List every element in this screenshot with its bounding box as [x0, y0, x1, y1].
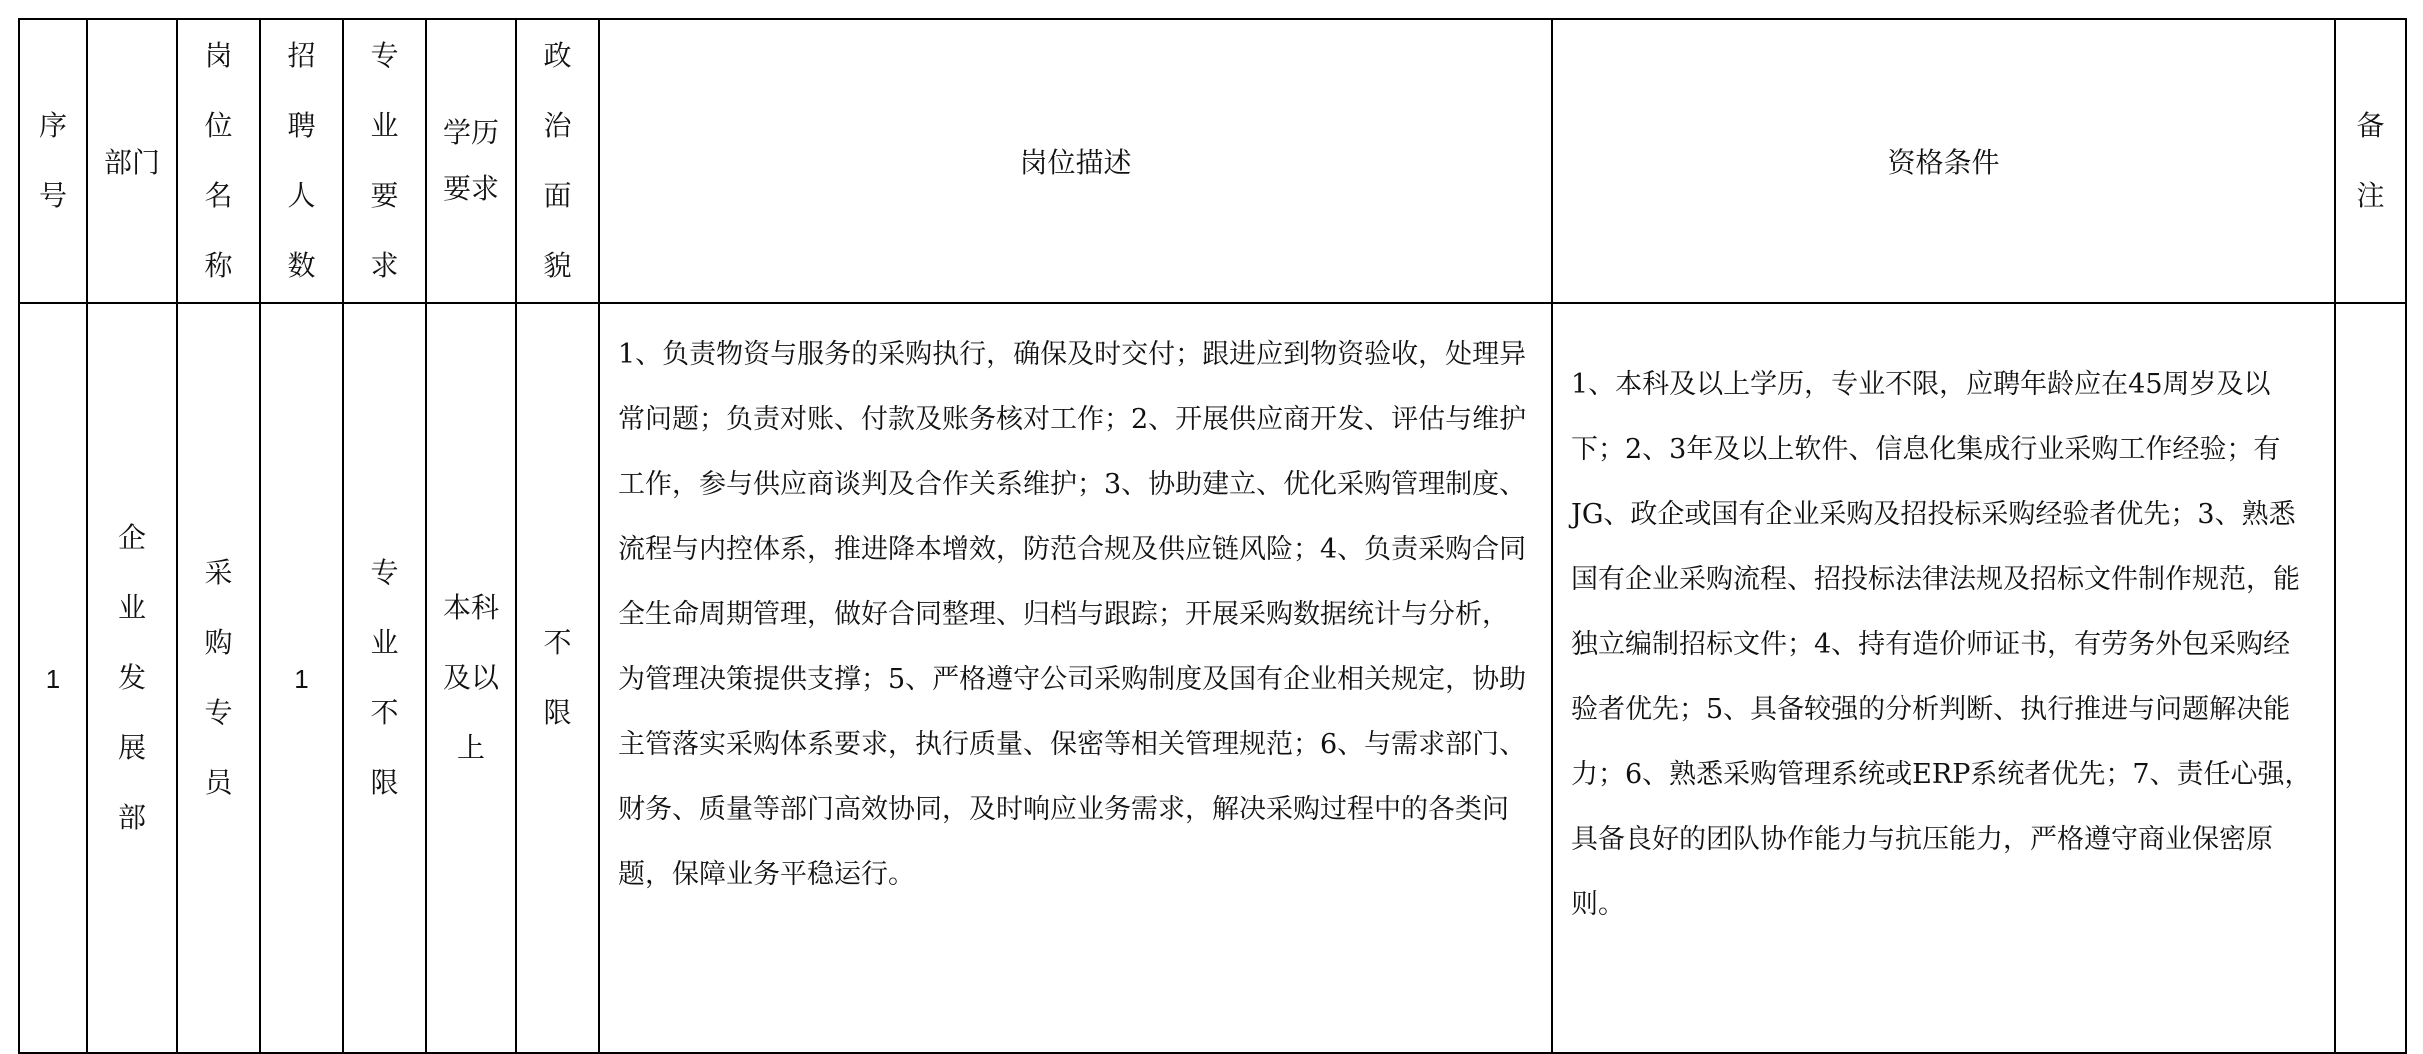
- header-index: 序号: [19, 19, 87, 303]
- header-qualifications: 资格条件: [1552, 19, 2335, 303]
- cell-headcount: 1: [260, 303, 343, 1053]
- recruitment-table: [18, 18, 2407, 1054]
- header-major: 专业要求: [343, 19, 426, 303]
- cell-qualifications: 1、本科及以上学历，专业不限，应聘年龄应在45周岁及以下；2、3年及以上软件、信息化集成行业采购工作经验；有JG、政企或国有企业采购及招投标采购经验者优先；3、熟悉国有企业采购流程、招投标法律法规及招标文件制作规范，能独立编制招标文件；4、持有造价师证书，有劳务外包采购经验者优先；5、具备较强的分析判断、执行推进与问题解决能力；6、熟悉采购管理系统或ERP系统者优先；7、责任心强，具备良好的团队协作能力与抗压能力，严格遵守商业保密原则。: [1552, 303, 2335, 1053]
- header-headcount: 招聘人数: [260, 19, 343, 303]
- recruitment-table-container: [18, 18, 2407, 1054]
- header-department: 部门: [87, 19, 177, 303]
- cell-index: 1: [19, 303, 87, 1053]
- cell-major: 专业不限: [343, 303, 426, 1053]
- header-remarks: 备注: [2335, 19, 2406, 303]
- header-position-name: 岗位名称: [177, 19, 260, 303]
- cell-political: 不限: [516, 303, 599, 1053]
- cell-remarks: [2335, 303, 2406, 1053]
- cell-department: 企业发展部: [87, 303, 177, 1053]
- cell-description: 1、负责物资与服务的采购执行，确保及时交付；跟进应到物资验收，处理异常问题；负责对账、付款及账务核对工作；2、开展供应商开发、评估与维护工作，参与供应商谈判及合作关系维护；3、协助建立、优化采购管理制度、流程与内控体系，推进降本增效，防范合规及供应链风险；4、负责采购合同全生命周期管理，做好合同整理、归档与跟踪；开展采购数据统计与分析，为管理决策提供支撑；5、严格遵守公司采购制度及国有企业相关规定，协助主管落实采购体系要求，执行质量、保密等相关管理规范；6、与需求部门、财务、质量等部门高效协同，及时响应业务需求，解决采购过程中的各类问题，保障业务平稳运行。: [599, 303, 1552, 1053]
- cell-position-name: 采购专员: [177, 303, 260, 1053]
- header-education: 学历要求: [426, 19, 516, 303]
- header-description: 岗位描述: [599, 19, 1552, 303]
- header-row: [19, 19, 2406, 303]
- header-political: 政治面貌: [516, 19, 599, 303]
- table-row: [19, 303, 2406, 1053]
- cell-education: 本科及以上: [426, 303, 516, 1053]
